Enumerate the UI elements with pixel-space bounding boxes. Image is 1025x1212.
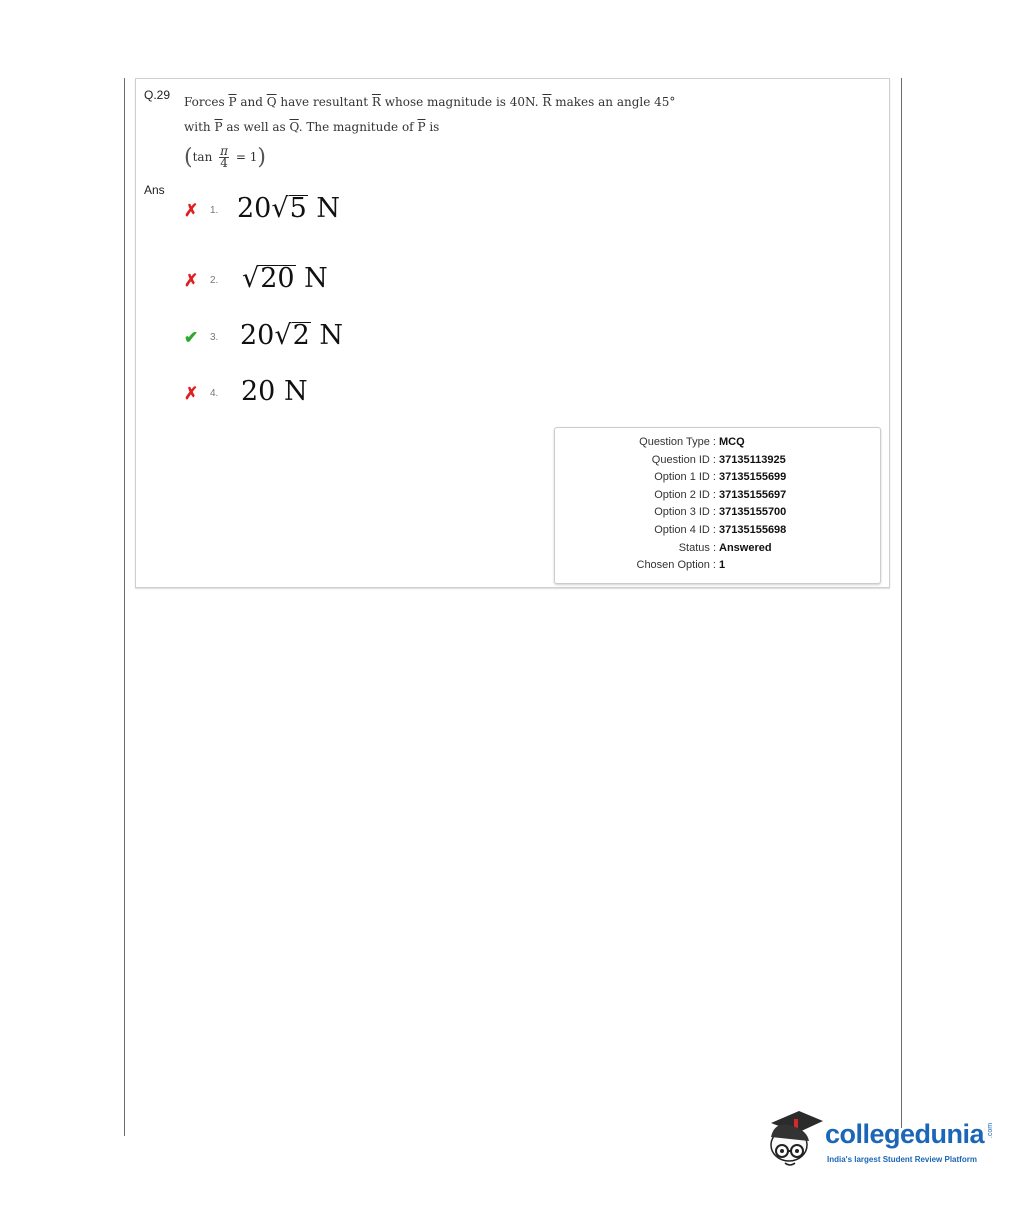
vector-q: $\overline{Q}$ <box>266 95 277 109</box>
hint-denominator: 4 <box>220 156 228 170</box>
info-key: Option 4 ID : <box>654 524 716 536</box>
info-value: 37135113925 <box>719 454 786 466</box>
info-row-question-type <box>555 436 880 450</box>
info-key: Option 2 ID : <box>654 489 716 501</box>
cross-icon: ✗ <box>184 384 199 403</box>
question-text-line-1 <box>184 95 675 109</box>
brand-name: collegedunia <box>825 1119 985 1149</box>
option-number: 3. <box>210 332 219 343</box>
info-value: 37135155697 <box>719 489 787 501</box>
sqrt-symbol: √ <box>271 193 289 224</box>
vector-r: $\overline{R}$ <box>542 95 552 109</box>
collegedunia-logo <box>765 1105 995 1175</box>
check-icon: ✔ <box>184 328 199 347</box>
radicand: 2 <box>292 320 310 351</box>
option-coefficient: 20 <box>240 320 275 351</box>
info-key: Status : <box>678 542 716 554</box>
text-fragment: have resultant <box>276 95 372 109</box>
paren-close: ) <box>257 145 266 170</box>
hint-numerator: π <box>220 144 229 158</box>
vector-r: $\overline{R}$ <box>371 95 381 109</box>
brand-tagline: India's largest Student Review Platform <box>827 1155 977 1164</box>
info-key: Question ID : <box>651 454 716 466</box>
sqrt-symbol: √ <box>242 263 260 294</box>
vector-q: $\overline{Q}$ <box>289 120 299 134</box>
info-value: 1 <box>719 559 726 571</box>
option-number: 2. <box>210 275 219 286</box>
option-unit: N <box>295 263 328 294</box>
vector-p: $\overline{P}$ <box>417 120 426 134</box>
info-row-status <box>555 542 880 556</box>
info-value: MCQ <box>719 436 745 448</box>
info-value: 37135155700 <box>719 506 787 518</box>
text-fragment: as well as <box>222 120 290 134</box>
radicand: 5 <box>289 193 307 224</box>
option-value <box>240 320 343 351</box>
option-number: 1. <box>210 205 219 216</box>
info-key: Chosen Option : <box>636 559 716 571</box>
question-text-line-2 <box>184 120 439 134</box>
question-panel <box>135 78 890 588</box>
info-key: Question Type : <box>639 436 716 448</box>
info-row-chosen-option <box>555 559 880 573</box>
page-rule-right <box>901 78 902 1128</box>
info-row-option-3-id <box>555 506 880 520</box>
info-row-option-4-id <box>555 524 880 538</box>
text-fragment: with <box>184 120 215 134</box>
paren-open: ( <box>184 145 193 170</box>
text-fragment: and <box>236 95 267 109</box>
page-rule-left <box>124 78 125 1136</box>
question-info-box <box>554 427 881 584</box>
info-value: 37135155699 <box>719 471 787 483</box>
radicand: 20 <box>260 263 295 294</box>
hint-function: tan <box>192 150 213 164</box>
question-number: Q.29 <box>144 88 171 102</box>
info-row-option-1-id <box>555 471 880 485</box>
answer-label: Ans <box>144 183 165 197</box>
text-fragment: whose magnitude is 40N. <box>380 95 543 109</box>
cross-icon: ✗ <box>184 271 199 290</box>
info-row-question-id <box>555 454 880 468</box>
info-value: 37135155698 <box>719 524 787 536</box>
question-hint <box>184 145 266 170</box>
vector-p: $\overline{P}$ <box>228 95 237 109</box>
hint-equals: = 1 <box>235 150 258 164</box>
mascot-icon <box>765 1105 825 1175</box>
option-value: 20 N <box>241 376 308 407</box>
brand-domain: .com <box>987 1122 995 1139</box>
info-value: Answered <box>719 542 772 554</box>
text-fragment: makes an angle 45° <box>551 95 676 109</box>
text-fragment: Forces <box>184 95 229 109</box>
option-unit: N <box>307 193 340 224</box>
text-fragment: . The magnitude of <box>298 120 418 134</box>
option-number: 4. <box>210 388 219 399</box>
info-key: Option 3 ID : <box>654 506 716 518</box>
hint-fraction <box>219 146 229 169</box>
sqrt-symbol: √ <box>274 320 292 351</box>
option-coefficient: 20 <box>237 193 272 224</box>
option-unit: N <box>310 320 343 351</box>
info-key: Option 1 ID : <box>654 471 716 483</box>
cross-icon: ✗ <box>184 201 199 220</box>
info-row-option-2-id <box>555 489 880 503</box>
vector-p: $\overline{P}$ <box>214 120 223 134</box>
text-fragment: is <box>425 120 440 134</box>
option-value <box>237 193 340 224</box>
option-value <box>242 263 328 294</box>
